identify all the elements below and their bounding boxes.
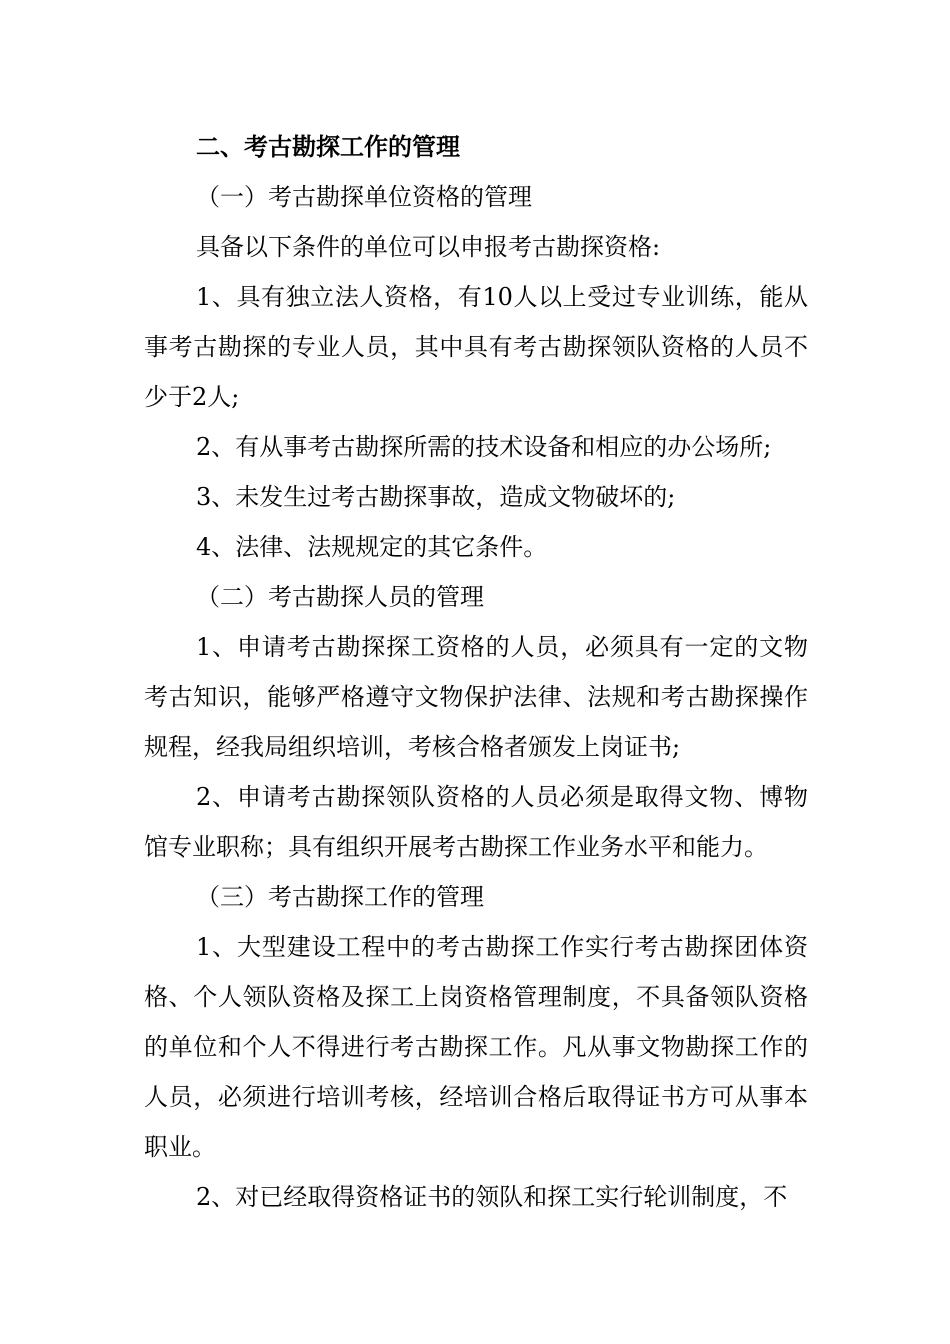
paragraph: 具备以下条件的单位可以申报考古勘探资格: [196,233,661,261]
paragraph: 1、具有独立法人资格，有10人以上受过专业训练，能从事考古勘探的专业人员，其中具有考古勘探领队资格的人员不少于2人; [144,283,808,411]
paragraph: 3、未发生过考古勘探事故，造成文物破坏的; [196,483,676,511]
section-heading: 二、考古勘探工作的管理 [196,132,460,161]
subsection-title-2: （二）考古勘探人员的管理 [196,583,484,611]
paragraph: 2、有从事考古勘探所需的技术设备和相应的办公场所; [196,433,772,461]
paragraph: 4、法律、法规规定的其它条件。 [196,533,548,561]
paragraph: 2、对已经取得资格证书的领队和探工实行轮训制度，不 [196,1183,788,1211]
subsection-title-1: （一）考古勘探单位资格的管理 [196,183,532,211]
paragraph: 2、申请考古勘探领队资格的人员必须是取得文物、博物馆专业职称；具有组织开展考古勘探工作业务水平和能力。 [144,783,808,861]
paragraph: 1、申请考古勘探探工资格的人员，必须具有一定的文物考古知识，能够严格遵守文物保护法律、法规和考古勘探操作规程，经我局组织培训，考核合格者颁发上岗证书; [144,633,808,761]
document-page [144,122,808,1222]
paragraph: 1、大型建设工程中的考古勘探工作实行考古勘探团体资格、个人领队资格及探工上岗资格管理制度，不具备领队资格的单位和个人不得进行考古勘探工作。凡从事文物勘探工作的人员，必须进行培训考核，经培训合格后取得证书方可从事本职业。 [144,933,808,1161]
subsection-title-3: （三）考古勘探工作的管理 [196,883,484,911]
